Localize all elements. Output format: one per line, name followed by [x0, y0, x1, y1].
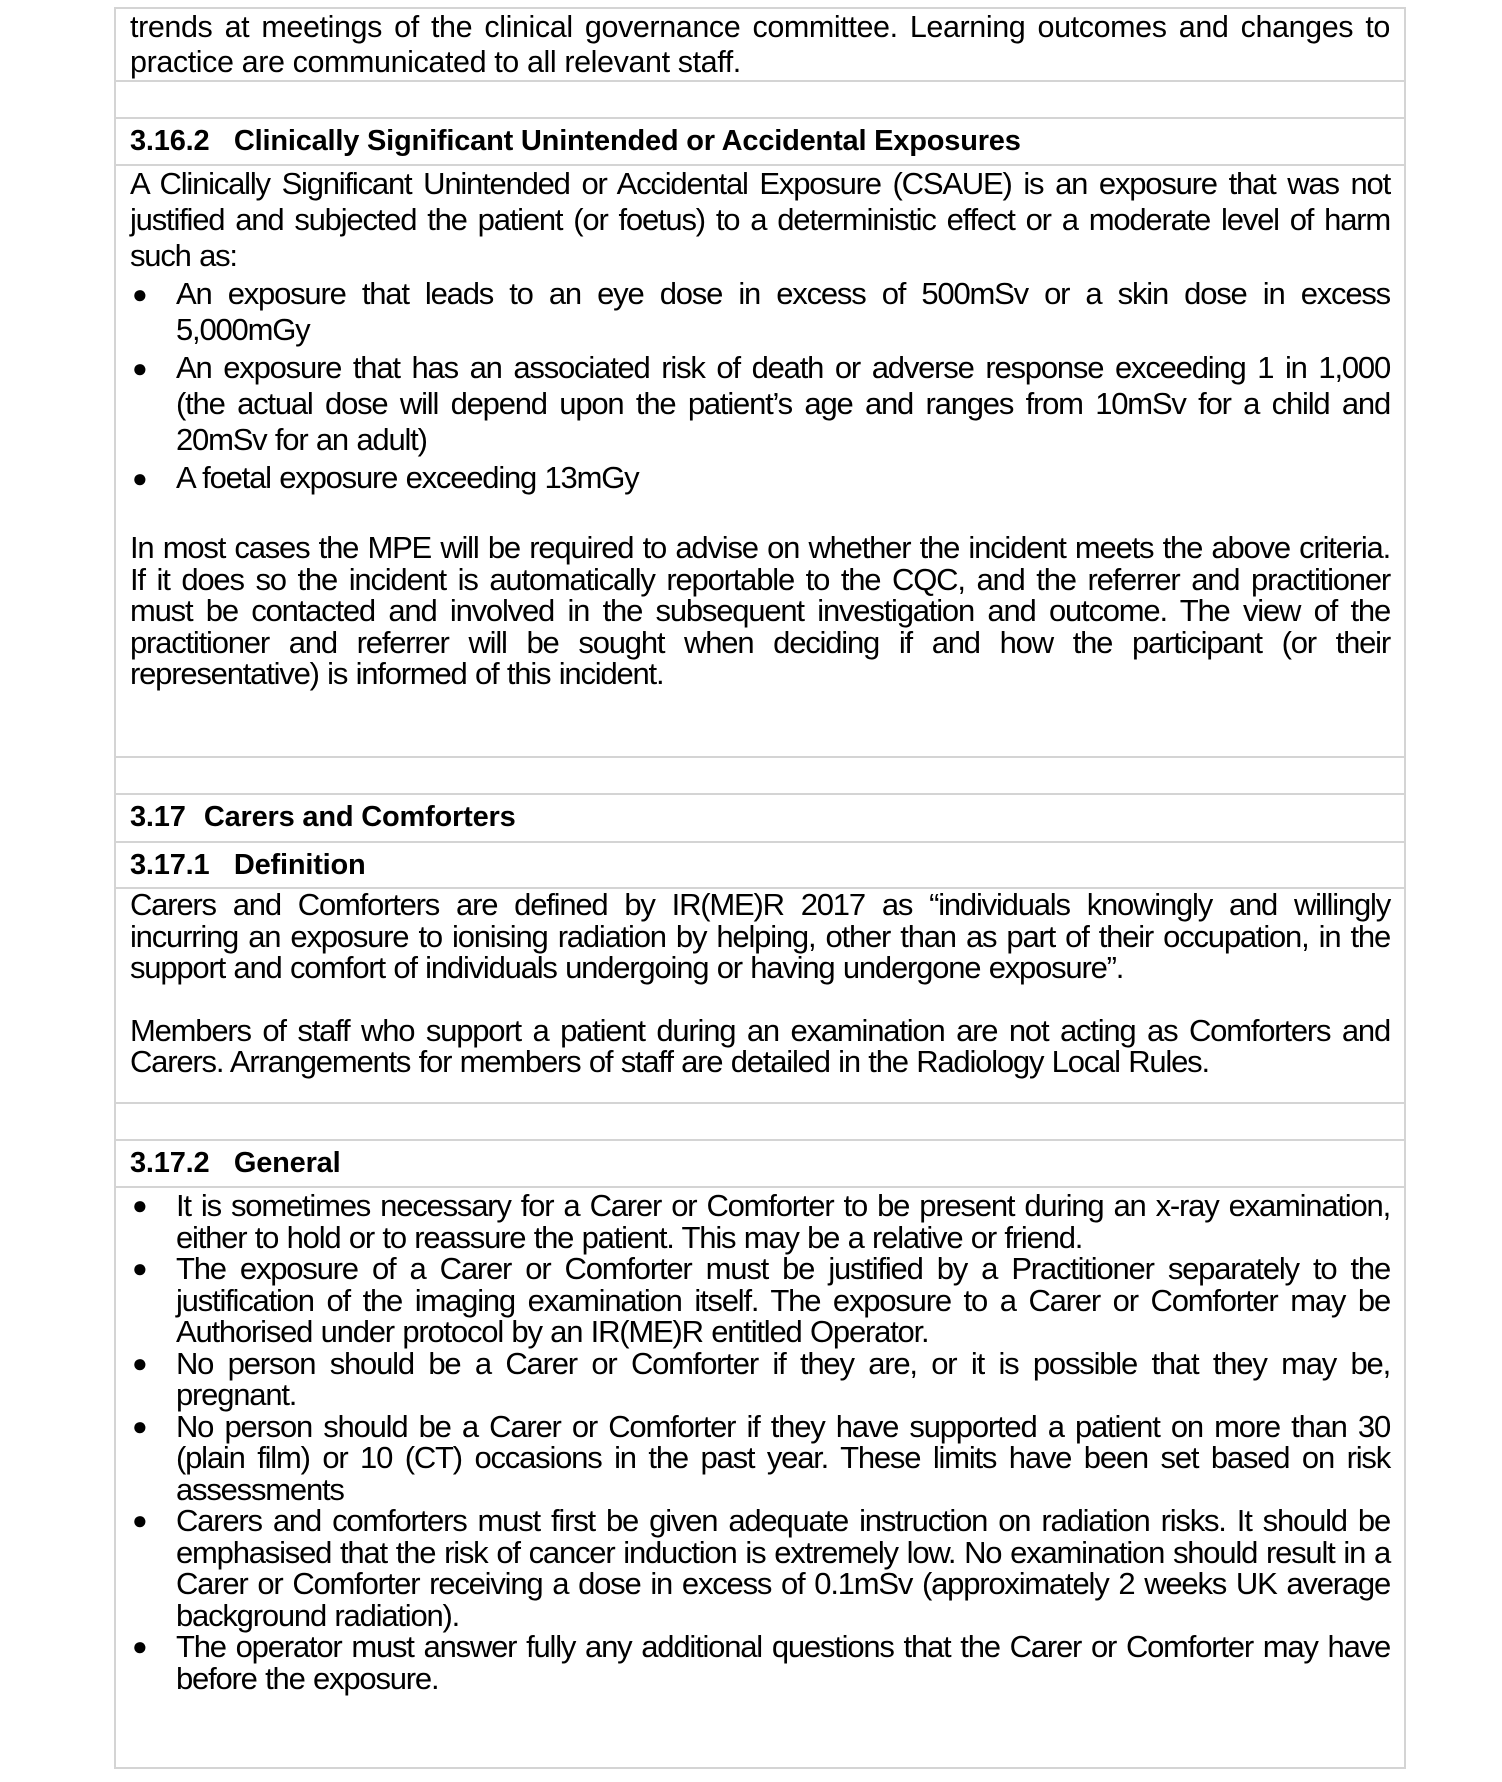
definition-content-row [115, 888, 1405, 1103]
section-heading-3-16-2 [130, 119, 1390, 163]
heading-row-3-16-2 [115, 118, 1405, 165]
section-heading-3-17-1 [130, 843, 1390, 887]
list-item: ● It is sometimes necessary for a Carer or Comforter to be present during an x-ray examination, either to hold or to reassure the patient. This may be a relative or friend. [132, 1188, 1390, 1255]
bullet-icon: ● [132, 1190, 147, 1220]
intro-row [115, 8, 1405, 81]
list-item: ● An exposure that leads to an eye dose in excess of 500mSv or a skin dose in excess 5,000mGy [132, 276, 1390, 347]
heading-row-3-17-1 [115, 842, 1405, 888]
list-item: ● No person should be a Carer or Comforter if they are, or it is possible that they may be, pregnant. [132, 1345, 1390, 1412]
section-number: 3.16.2 [130, 125, 210, 157]
bullet-icon: ● [132, 1253, 147, 1283]
csaue-criteria-list [130, 276, 1390, 496]
definition-paragraph: Carers and Comforters are defined by IR(ME)R 2017 as “individuals knowingly and willingly incurring an exposure to ionising radiation by helping, other than as part of their occupation, in the support and comfort of individuals undergoing or having undergone exposure”. [130, 887, 1390, 985]
staff-paragraph: Members of staff who support a patient during an examination are not acting as Comforters and Carers. Arrangements for members of staff are detailed in the Radiology Local Rules. [130, 1012, 1390, 1079]
section-heading-3-17 [130, 795, 1390, 839]
bullet-icon: ● [132, 1347, 147, 1378]
section-heading-3-17-2 [130, 1141, 1390, 1185]
heading-row-3-17-2 [115, 1140, 1405, 1187]
bullet-icon: ● [132, 463, 147, 493]
list-item: ● A foetal exposure exceeding 13mGy [132, 460, 639, 495]
bullet-icon: ● [132, 1505, 147, 1535]
intro-text: trends at meetings of the clinical governance committee. Learning outcomes and changes to practice are communicated to all relevant staff. [130, 10, 1390, 79]
spacer-row [115, 81, 1405, 118]
spacer-row [115, 1103, 1405, 1140]
section-title: Clinically Significant Unintended or Accidental Exposures [233, 125, 1021, 157]
heading-row-3-17 [115, 794, 1405, 842]
spacer-row [115, 757, 1405, 794]
bullet-icon: ● [132, 1631, 147, 1661]
list-item: ● No person should be a Carer or Comforter if they have supported a patient on more than 30 (plain film) or 10 (CT) occasions in the past year. These limits have been set based on risk assessments [132, 1408, 1390, 1507]
csaue-closing-paragraph: In most cases the MPE will be required to advise on whether the incident meets the above criteria. If it does so the incident is automatically reportable to the CQC, and the referrer and practitioner must be contacted and involved in the subsequent investigation and outcome. The view of the practitioner and referrer will be sought when deciding if and how the participant (or their representative) is informed of this incident. [130, 530, 1390, 691]
section-number: 3.17.1 [130, 849, 210, 881]
list-item: ● The exposure of a Carer or Comforter must be justified by a Practitioner separately to the justification of the imaging examination itself. The exposure to a Carer or Comforter may be Authorised under protocol by an IR(ME)R entitled Operator. [132, 1251, 1390, 1349]
general-rules-list [130, 1190, 1390, 1694]
list-item: ● The operator must answer fully any additional questions that the Carer or Comforter may have before the exposure. [132, 1629, 1390, 1696]
section-number: 3.17 [130, 801, 186, 833]
csaue-intro: A Clinically Significant Unintended or Accidental Exposure (CSAUE) is an exposure that was not justified and subjected the patient (or foetus) to a deterministic effect or a moderate level of harm such as: [130, 166, 1390, 273]
list-item: ● An exposure that has an associated risk of death or adverse response exceeding 1 in 1,000 (the actual dose will depend upon the patient’s age and ranges from 10mSv for a child and 20mSv for an adult) [132, 350, 1390, 457]
section-title: Definition [233, 849, 366, 881]
csaue-content-row [115, 165, 1405, 757]
section-title: Carers and Comforters [203, 801, 516, 833]
bullet-icon: ● [132, 353, 147, 383]
section-number: 3.17.2 [130, 1147, 210, 1179]
intro-cell [115, 8, 1405, 81]
bullet-icon: ● [132, 279, 147, 309]
document-table [114, 7, 1406, 1769]
bullet-icon: ● [132, 1410, 147, 1441]
list-item: ● Carers and comforters must first be given adequate instruction on radiation risks. It should be emphasised that the risk of cancer induction is extremely low. No examination should result in a Carer or Comforter receiving a dose in excess of 0.1mSv (approximately 2 weeks UK average background radiation). [132, 1503, 1390, 1633]
general-content-row [115, 1187, 1405, 1768]
section-title: General [233, 1147, 341, 1179]
